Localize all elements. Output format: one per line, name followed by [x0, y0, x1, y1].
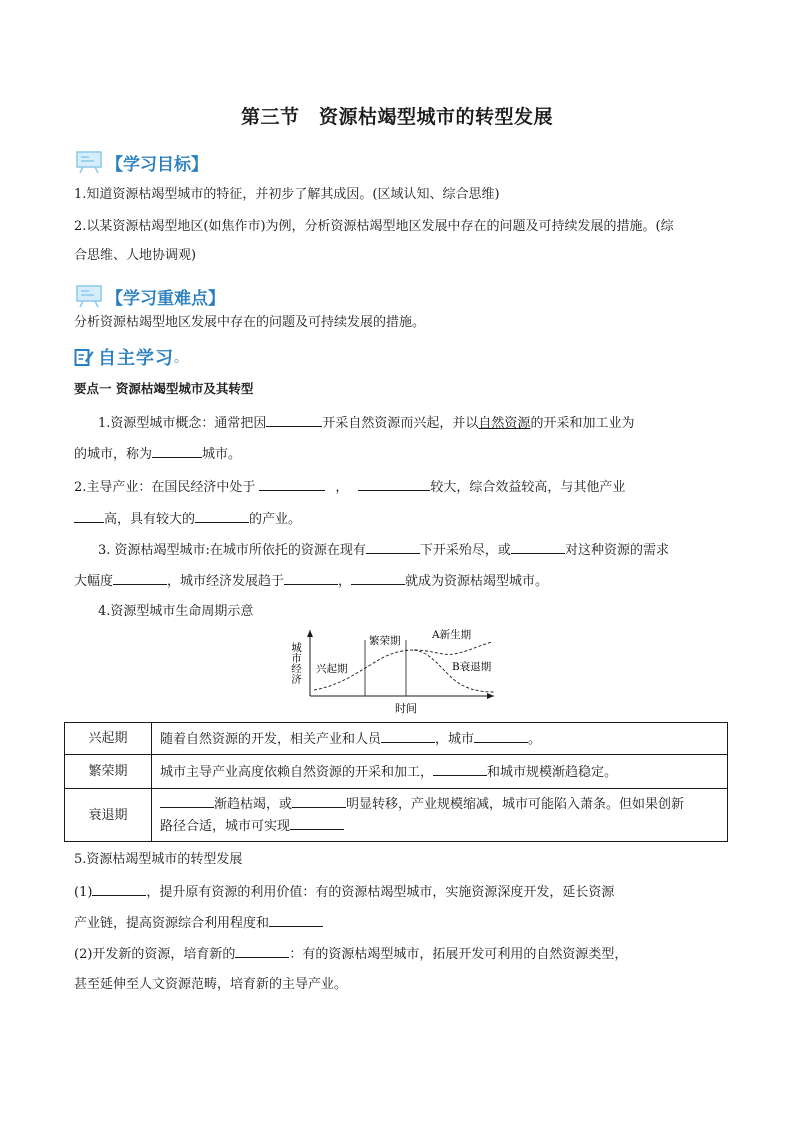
- self-study-heading: [74, 344, 188, 370]
- q1-line-2: [74, 443, 724, 465]
- q1-text-f: 城市。: [202, 447, 242, 462]
- table-row-key: 兴起期: [65, 723, 152, 755]
- q1-text-d: 的开采和加工业为: [530, 416, 635, 431]
- r3-blank-2[interactable]: [292, 793, 346, 808]
- s5-p2-b: ：有的资源枯竭型城市，拓展开发可利用的自然资源类型，: [289, 947, 628, 962]
- q2-text-c: 较大，综合效益较高，与其他产业: [430, 480, 626, 495]
- key-heading-label: 【学习重难点】: [106, 288, 225, 309]
- branch-a-label: A新生期: [432, 629, 472, 641]
- r2-text-b: 和城市规模渐趋稳定。: [487, 764, 618, 780]
- key-text: 分析资源枯竭型地区发展中存在的问题及可持续发展的措施。: [74, 315, 426, 330]
- branch-b-label: B衰退期: [452, 661, 492, 673]
- s5-p1-b: ，提升原有资源的利用价值：有的资源枯竭型城市，实施资源深度开发，延长资源: [146, 885, 615, 900]
- q1-line-1: [98, 412, 728, 434]
- q3-text-a: 3. 资源枯竭型城市:在城市所依托的资源在现有: [98, 543, 366, 558]
- q3-text-d: 大幅度: [74, 574, 114, 589]
- r3-blank-3[interactable]: [290, 815, 344, 830]
- stage-1-label: 兴起期: [316, 663, 348, 675]
- q2-line-1: [74, 476, 724, 498]
- q1-text-e: 的城市，称为: [74, 447, 153, 462]
- s5-p2-line-1: [74, 943, 724, 965]
- goal-item-1: 1.知道资源枯竭型城市的特征，并初步了解其成因。(区域认知、综合思维): [74, 187, 500, 202]
- q3-line-1: [98, 539, 728, 561]
- table-row-value: [152, 723, 728, 755]
- q2-blank-4[interactable]: [195, 508, 249, 523]
- life-cycle-diagram: [282, 626, 504, 718]
- s5-p1-c: 产业链，提高资源综合利用程度和: [74, 916, 270, 931]
- q2-text-e: 的产业。: [249, 512, 302, 527]
- q3-blank-4[interactable]: [284, 570, 338, 585]
- q2-line-2: [74, 508, 724, 530]
- point-1-heading: 要点一 资源枯竭型城市及其转型: [74, 381, 254, 396]
- q2-text-a: 2.主导产业：在国民经济中处于: [74, 480, 256, 495]
- r1-text-a: 随着自然资源的开发，相关产业和人员: [160, 731, 382, 747]
- r2-text-a: 城市主导产业高度依赖自然资源的开采和加工，: [160, 764, 434, 780]
- x-axis-arrow: [487, 693, 494, 699]
- s5-blank-1[interactable]: [92, 881, 146, 896]
- r3-text-b: 明显转移，产业规模缩减，城市可能陷入萧条。但如果创新: [346, 797, 685, 812]
- r3-text-a: 渐趋枯竭，或: [214, 797, 293, 812]
- q2-blank-3[interactable]: [74, 508, 104, 523]
- s5-heading: 5.资源枯竭型城市的转型发展: [74, 852, 243, 867]
- r2-blank-1[interactable]: [433, 761, 487, 776]
- q1-blank-2[interactable]: [152, 443, 202, 458]
- y-axis-label: 城市经济: [290, 642, 302, 684]
- edit-icon: [74, 347, 94, 367]
- q3-text-b: 下开采殆尽，或: [419, 543, 511, 558]
- r1-text-b: ，城市: [435, 731, 475, 747]
- q2-text-d: 高，具有较大的: [104, 512, 196, 527]
- page-title: 第三节 资源枯竭型城市的转型发展: [240, 106, 553, 128]
- table-row: [65, 723, 728, 755]
- s5-p1-line-1: [74, 881, 724, 903]
- q2-comma: ，: [335, 480, 349, 495]
- q1-underlined: 自然资源: [478, 416, 531, 431]
- q3-blank-1[interactable]: [366, 539, 420, 554]
- q3-line-2: [74, 570, 724, 592]
- table-row-key: 繁荣期: [65, 755, 152, 789]
- q2-blank-2[interactable]: [358, 476, 430, 491]
- life-cycle-table: [64, 722, 728, 842]
- s5-p2-line-2: 甚至延伸至人文资源范畴，培育新的主导产业。: [74, 977, 348, 992]
- goals-heading-label: 【学习目标】: [106, 154, 208, 175]
- table-row: [65, 789, 728, 842]
- r3-blank-1[interactable]: [160, 793, 214, 808]
- key-heading: [74, 282, 225, 310]
- stage-2-label: 繁荣期: [369, 635, 401, 647]
- q3-text-e: ，城市经济发展趋于: [167, 574, 285, 589]
- self-study-dot: 。: [174, 350, 188, 366]
- q3-blank-5[interactable]: [351, 570, 405, 585]
- s5-blank-3[interactable]: [235, 943, 289, 958]
- goal-item-2: 2.以某资源枯竭型地区(如焦作市)为例，分析资源枯竭型地区发展中存在的问题及可持续发展的措施。(综: [74, 219, 674, 234]
- s5-p1-a: (1): [74, 885, 93, 900]
- q1-blank-1[interactable]: [266, 412, 322, 427]
- self-study-label: 自主学习: [98, 348, 174, 369]
- table-row-key: 衰退期: [65, 789, 152, 842]
- q3-text-g: 就成为资源枯竭型城市。: [405, 574, 549, 589]
- r1-blank-2[interactable]: [474, 728, 528, 743]
- r1-blank-1[interactable]: [381, 728, 435, 743]
- q1-text-a: 1.资源型城市概念：通常把因: [98, 416, 267, 431]
- s5-blank-2[interactable]: [269, 912, 323, 927]
- q1-text-b: 开采自然资源而兴起，并以: [322, 416, 479, 431]
- goals-heading: [74, 148, 208, 176]
- board-icon: [74, 150, 104, 174]
- table-row: [65, 755, 728, 789]
- q3-text-f: ，: [338, 574, 352, 589]
- q4-text: 4.资源型城市生命周期示意: [98, 604, 254, 619]
- board-icon: [74, 284, 104, 308]
- x-axis-label: 时间: [395, 702, 417, 715]
- table-row-value: [152, 789, 728, 842]
- q3-blank-2[interactable]: [511, 539, 565, 554]
- r3-text-c: 路径合适，城市可实现: [160, 819, 291, 834]
- table-row-value: [152, 755, 728, 789]
- q2-blank-1[interactable]: [259, 476, 325, 491]
- q3-blank-3[interactable]: [113, 570, 167, 585]
- r1-text-c: 。: [528, 731, 542, 747]
- goal-item-2-cont: 合思维、人地协调观): [74, 248, 197, 263]
- q3-text-c: 对这种资源的需求: [564, 543, 669, 558]
- s5-p2-a: (2)开发新的资源，培育新的: [74, 947, 236, 962]
- s5-p1-line-2: [74, 912, 724, 934]
- y-axis-arrow: [307, 630, 313, 637]
